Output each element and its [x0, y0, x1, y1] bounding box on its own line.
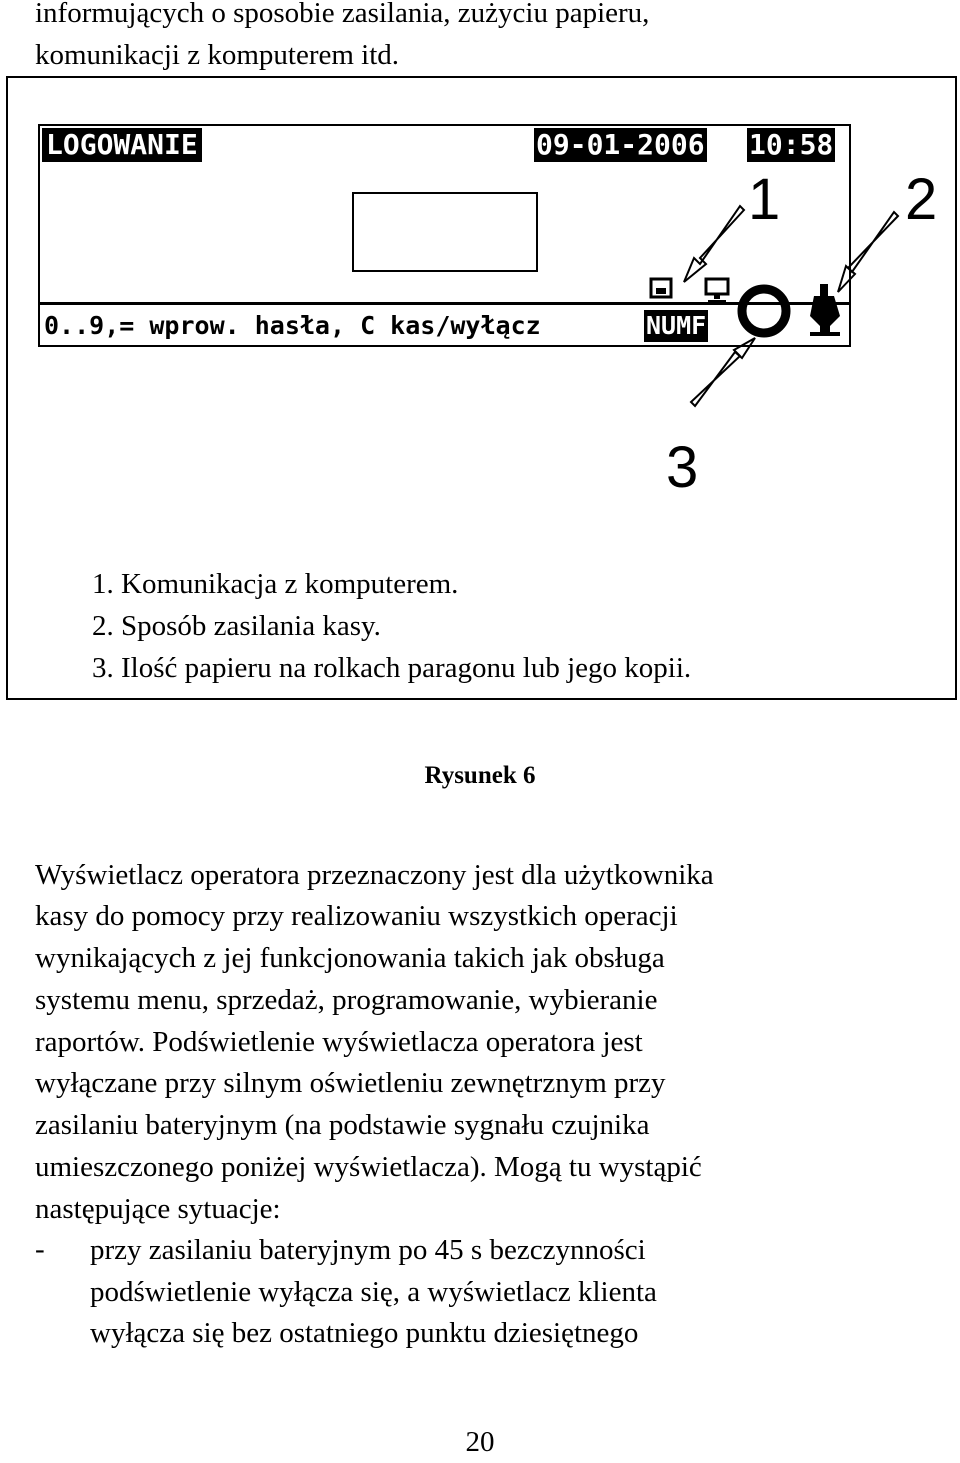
body-line: raportów. Podświetlenie wyświetlacza operatora jest — [35, 1026, 643, 1058]
body-line: wynikających z jej funkcjonowania takich jak obsługa — [35, 942, 665, 974]
body-line: systemu menu, sprzedaż, programowanie, wybieranie — [35, 984, 658, 1016]
callout-label-3: 3 — [666, 435, 699, 500]
bullet-line: wyłącza się bez ostatniego punktu dziesiętnego — [90, 1317, 639, 1349]
body-line: Wyświetlacz operatora przeznaczony jest dla użytkownika — [35, 859, 714, 891]
bullet-line: podświetlenie wyłącza się, a wyświetlacz klienta — [90, 1276, 657, 1308]
body-line: kasy do pomocy przy realizowaniu wszystkich operacji — [35, 900, 678, 932]
display-prompt: 0..9,= wprow. hasła, C kas/wyłącz — [44, 311, 541, 340]
display-mode: NUMF — [646, 311, 707, 340]
callout-label-1: 1 — [748, 167, 781, 232]
body-line: zasilaniu bateryjnym (na podstawie sygnału czujnika — [35, 1109, 650, 1141]
display-date: 09-01-2006 — [536, 128, 705, 161]
body-line: wyłączane przy silnym oświetleniu zewnętrznym przy — [35, 1067, 666, 1099]
display-title: LOGOWANIE — [42, 128, 202, 162]
bullet-dash: - — [35, 1233, 45, 1265]
legend-item-1: 1. Komunikacja z komputerem. — [92, 568, 459, 600]
page-number: 20 — [465, 1426, 495, 1458]
figure-title: Rysunek 6 — [424, 762, 536, 789]
callout-label-2: 2 — [905, 167, 938, 232]
intro-line-1: informujących o sposobie zasilania, zużyciu papieru, — [35, 0, 650, 29]
intro-line-2: komunikacji z komputerem itd. — [35, 39, 400, 71]
legend-item-3: 3. Ilość papieru na rolkach paragonu lub jego kopii. — [92, 652, 692, 684]
body-line: umieszczonego poniżej wyświetlacza). Mogą tu wystąpić — [35, 1151, 702, 1183]
display-time: 10:58 — [749, 128, 834, 161]
body-line: następujące sytuacje: — [35, 1193, 281, 1225]
bullet-line: przy zasilaniu bateryjnym po 45 s bezczynności — [90, 1234, 646, 1266]
legend-item-2: 2. Sposób zasilania kasy. — [92, 610, 381, 642]
